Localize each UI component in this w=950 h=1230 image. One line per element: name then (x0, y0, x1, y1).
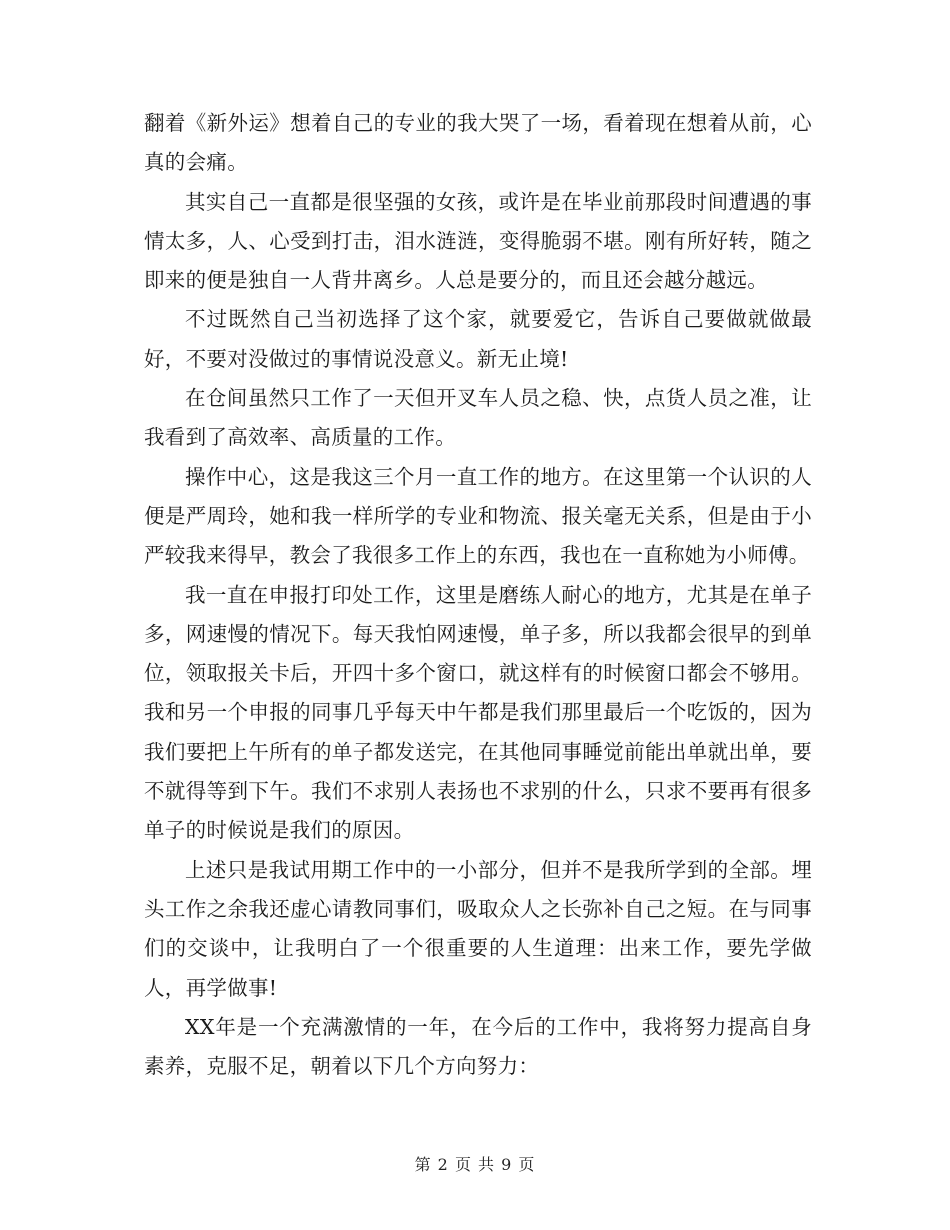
paragraph-8: XX年是一个充满激情的一年，在今后的工作中，我将努力提高自身素养，克服不足，朝着以下几个方向努力： (144, 1014, 812, 1079)
paragraph-7: 上述只是我试用期工作中的一小部分，但并不是我所学到的全部。埋头工作之余我还虚心请教同事们，吸取众人之长弥补自己之短。在与同事们的交谈中，让我明白了一个很重要的人生道理：出来工作，要先学做人，再学做事! (144, 857, 812, 1000)
page-number-label: 第 2 页 共 9 页 (414, 1155, 536, 1174)
paragraph-3: 不过既然自己当初选择了这个家，就要爱它，告诉自己要做就做最好，不要对没做过的事情说没意义。新无止境! (144, 307, 812, 371)
document-body (144, 104, 812, 1086)
page-footer (0, 1154, 950, 1176)
paragraph-1: 翻着《新外运》想着自己的专业的我大哭了一场，看着现在想着从前，心真的会痛。 (144, 111, 812, 175)
paragraph-5: 操作中心，这是我这三个月一直工作的地方。在这里第一个认识的人便是严周玲，她和我一样所学的专业和物流、报关毫无关系，但是由于小严较我来得早，教会了我很多工作上的东西，我也在一直称她为小师傅。 (144, 464, 812, 568)
paragraph-6: 我一直在申报打印处工作，这里是磨练人耐心的地方，尤其是在单子多，网速慢的情况下。每天我怕网速慢，单子多，所以我都会很早的到单位，领取报关卡后，开四十多个窗口，就这样有的时候窗口都会不够用。我和另一个申报的同事几乎每天中午都是我们那里最后一个吃饭的，因为我们要把上午所有的单子都发送完，在其他同事睡觉前能出单就出单，要不就得等到下午。我们不求别人表扬也不求别的什么，只求不要再有很多单子的时候说是我们的原因。 (144, 582, 812, 843)
paragraph-4: 在仓间虽然只工作了一天但开叉车人员之稳、快，点货人员之准，让我看到了高效率、高质量的工作。 (144, 386, 812, 450)
paragraph-2: 其实自己一直都是很坚强的女孩，或许是在毕业前那段时间遭遇的事情太多，人、心受到打击，泪水涟涟，变得脆弱不堪。刚有所好转，随之即来的便是独自一人背井离乡。人总是要分的，而且还会越分越远。 (144, 189, 812, 293)
